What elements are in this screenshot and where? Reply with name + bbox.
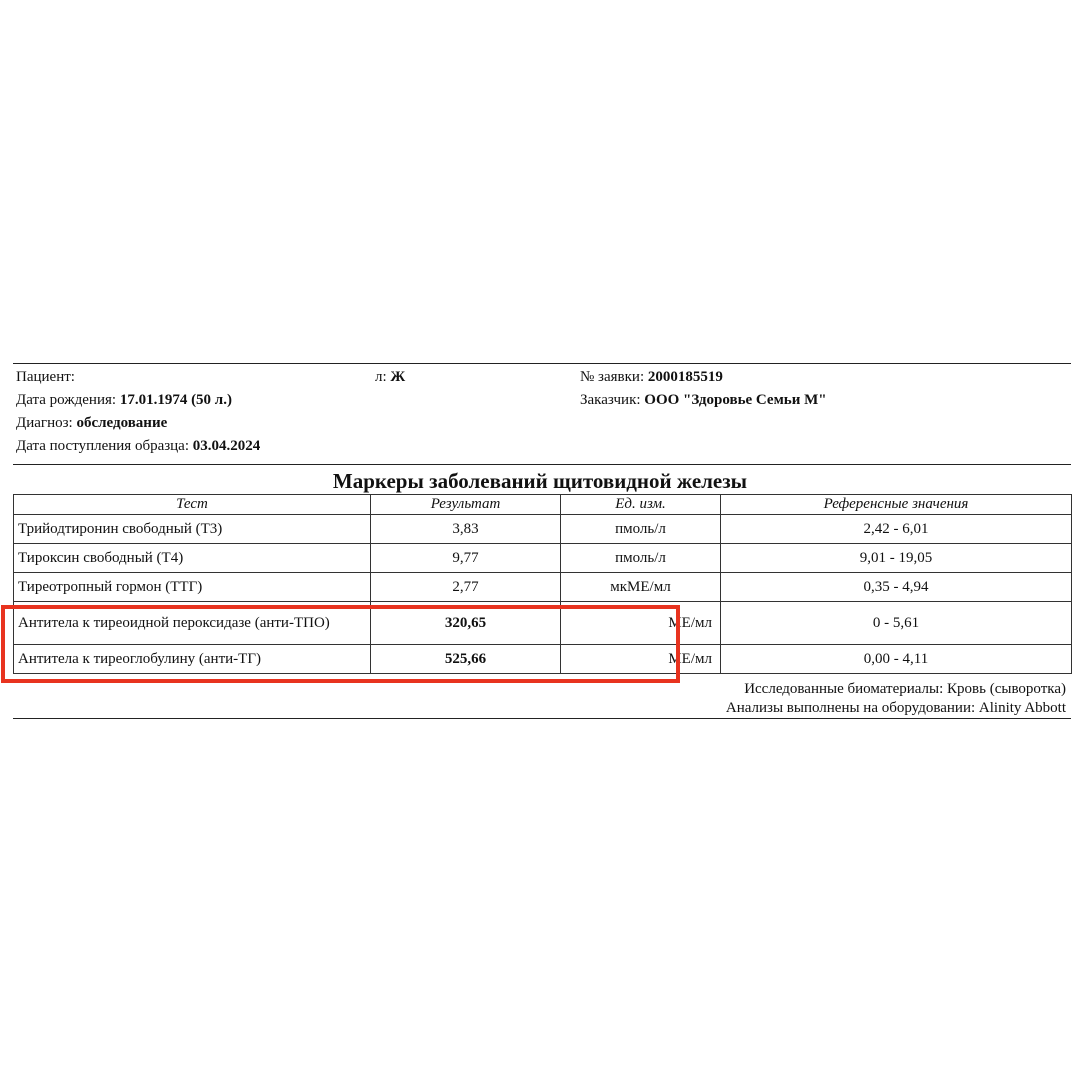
birth-value: 17.01.1974 (50 л.) (119, 392, 232, 408)
reference-range: 0,00 - 4,11 (721, 645, 1072, 674)
table-row (14, 515, 1072, 544)
redacted-name (75, 371, 375, 385)
table-row (14, 573, 1072, 602)
result-value: 9,77 (371, 544, 561, 573)
header-unit: Ед. изм. (561, 495, 721, 515)
birth-label: Дата рождения: (16, 392, 117, 408)
customer-line (580, 391, 827, 409)
reference-range: 0 - 5,61 (721, 602, 1072, 645)
table-header-row (14, 495, 1072, 515)
biomaterial-note: Исследованные биоматериалы: Кровь (сыворотка) (744, 681, 1066, 697)
test-name: Антитела к тиреоглобулину (анти-ТГ) (14, 645, 371, 674)
received-line (16, 437, 260, 455)
result-value: 525,66 (371, 645, 561, 674)
test-name: Тироксин свободный (Т4) (14, 544, 371, 573)
sex-label: л: (374, 369, 387, 385)
unit: МЕ/мл (561, 602, 721, 645)
document-title: Маркеры заболеваний щитовидной железы (332, 469, 748, 493)
order-label: № заявки: (580, 369, 645, 385)
diagnosis-line (16, 414, 167, 432)
section-rule (13, 464, 1071, 465)
diagnosis-value: обследование (76, 415, 168, 431)
received-value: 03.04.2024 (192, 438, 261, 454)
result-value: 2,77 (371, 573, 561, 602)
result-value: 320,65 (371, 602, 561, 645)
test-name: Тиреотропный гормон (ТТГ) (14, 573, 371, 602)
sex-value: Ж (390, 369, 406, 385)
order-value: 2000185519 (647, 369, 723, 385)
results-table (13, 494, 1072, 674)
unit: мкМЕ/мл (561, 573, 721, 602)
header-result: Результат (371, 495, 561, 515)
header-reference: Референсные значения (721, 495, 1072, 515)
table-row (14, 645, 1072, 674)
diagnosis-label: Диагноз: (16, 415, 73, 431)
order-line (580, 368, 723, 386)
table-row (14, 602, 1072, 645)
bottom-rule (13, 718, 1071, 719)
received-label: Дата поступления образца: (16, 438, 190, 454)
patient-label: Пациент: (16, 369, 75, 385)
customer-value: ООО "Здоровье Семьи М" (644, 392, 827, 408)
table-row (14, 544, 1072, 573)
unit: МЕ/мл (561, 645, 721, 674)
reference-range: 0,35 - 4,94 (721, 573, 1072, 602)
reference-range: 9,01 - 19,05 (721, 544, 1072, 573)
birth-line (16, 391, 232, 409)
header-test: Тест (14, 495, 371, 515)
patient-line (16, 368, 405, 386)
reference-range: 2,42 - 6,01 (721, 515, 1072, 544)
customer-label: Заказчик: (580, 392, 641, 408)
top-rule (13, 363, 1071, 364)
test-name: Трийодтиронин свободный (Т3) (14, 515, 371, 544)
unit: пмоль/л (561, 515, 721, 544)
equipment-note: Анализы выполнены на оборудовании: Alinity Abbott (725, 700, 1066, 716)
test-name: Антитела к тиреоидной пероксидазе (анти-ТПО) (14, 602, 371, 645)
unit: пмоль/л (561, 544, 721, 573)
result-value: 3,83 (371, 515, 561, 544)
